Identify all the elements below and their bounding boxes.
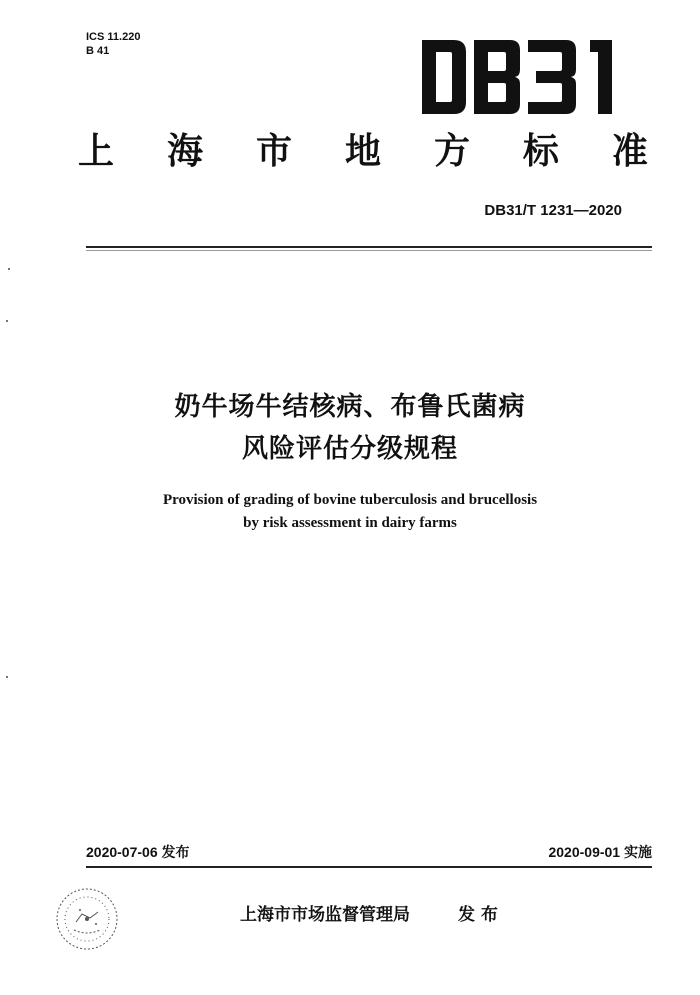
db31-logo xyxy=(420,38,620,116)
classification-codes xyxy=(86,30,140,58)
release-date: 2020-07-06 发布 xyxy=(86,844,190,860)
standard-number: DB31/T 1231—2020 xyxy=(484,202,622,219)
issuer-title-char: 市 xyxy=(255,131,292,172)
issuer-title-char: 方 xyxy=(433,131,470,172)
effective-date: 2020-09-01 实施 xyxy=(548,844,652,860)
scan-mark xyxy=(6,320,8,322)
footer-divider xyxy=(86,866,652,868)
title-zh-line2: 风险评估分级规程 xyxy=(241,434,458,464)
title-en-line1: Provision of grading of bovine tuberculosis and brucellosis xyxy=(162,492,538,508)
title-zh-line1: 奶牛场牛结核病、布鲁氏菌病 xyxy=(174,392,526,422)
title-en-line2: by risk assessment in dairy farms xyxy=(243,515,457,531)
issuer-title-char: 地 xyxy=(344,131,381,172)
ics-code: ICS 11.220 xyxy=(86,31,141,43)
header-divider xyxy=(86,246,652,248)
publisher-name: 上海市市场监督管理局 xyxy=(240,905,410,925)
ccs-code: B 41 xyxy=(86,45,110,57)
scan-mark xyxy=(8,268,10,270)
issuer-title-char: 海 xyxy=(166,131,203,172)
issuer-title-char: 上 xyxy=(78,131,115,172)
official-seal-icon xyxy=(52,884,122,954)
header-divider-thin xyxy=(86,250,652,251)
issuer-title-char: 标 xyxy=(522,131,559,172)
issuer-title-char: 准 xyxy=(611,131,648,172)
publish-label: 发 布 xyxy=(458,905,498,925)
scan-mark xyxy=(6,676,8,678)
issuer-title xyxy=(78,130,648,174)
